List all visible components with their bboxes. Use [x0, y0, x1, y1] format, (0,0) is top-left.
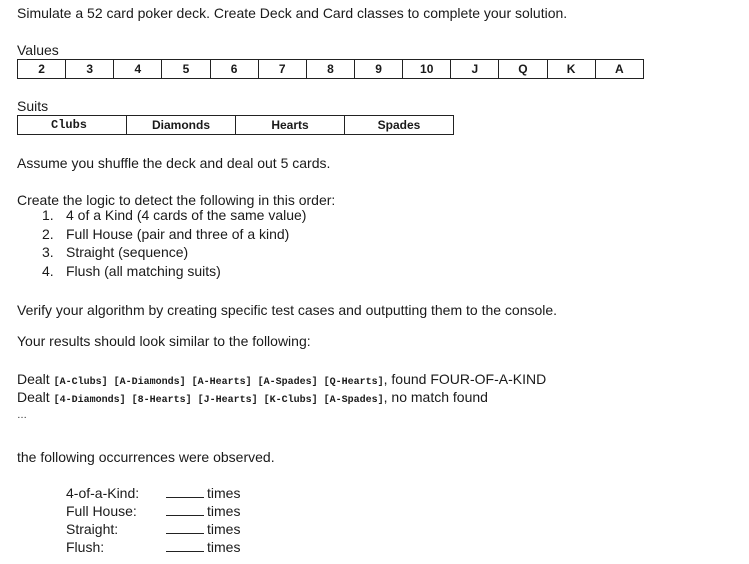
value-cell: 4 — [114, 60, 162, 79]
verify-text: Verify your algorithm by creating specific test cases and outputting them to the console. — [17, 302, 558, 318]
suit-cell: Hearts — [236, 116, 345, 135]
logic-title: Create the logic to detect the following in this order: — [17, 192, 336, 208]
logic-item: 1. 4 of a Kind (4 cards of the same value) — [42, 207, 307, 223]
logic-item: 3. Straight (sequence) — [42, 244, 189, 260]
results-intro: Your results should look similar to the following: — [17, 333, 311, 349]
values-title: Values — [17, 42, 59, 58]
ellipsis: … — [17, 410, 27, 421]
occurrence-row: 4-of-a-Kind: times — [66, 485, 241, 501]
deal-line: Dealt [A-Clubs] [A-Diamonds] [A-Hearts] [A-Spades] [Q-Hearts], found FOUR-OF-A-KIND — [17, 371, 547, 388]
blank-line — [166, 485, 204, 498]
occurrence-row: Straight: times — [66, 521, 241, 537]
suits-table — [17, 115, 454, 135]
occurrences-title: the following occurrences were observed. — [17, 449, 275, 465]
assume-text: Assume you shuffle the deck and deal out 5 cards. — [17, 155, 331, 171]
suit-cell: Spades — [345, 116, 454, 135]
value-cell: K — [547, 60, 595, 79]
value-cell: 7 — [258, 60, 306, 79]
value-cell: 10 — [403, 60, 451, 79]
logic-list — [17, 206, 306, 280]
logic-item: 4. Flush (all matching suits) — [42, 262, 221, 279]
blank-line — [166, 503, 204, 516]
deal-line: Dealt [4-Diamonds] [8-Hearts] [J-Hearts] [K-Clubs] [A-Spades], no match found — [17, 389, 488, 406]
occurrence-row: Flush: times — [66, 539, 241, 555]
suit-cell: Clubs — [18, 116, 127, 135]
suits-title: Suits — [17, 98, 49, 114]
occurrence-row: Full House: times — [66, 503, 241, 519]
value-cell: Q — [499, 60, 547, 79]
suit-cell: Diamonds — [127, 116, 236, 135]
value-cell: 2 — [18, 60, 66, 79]
intro-text: Simulate a 52 card poker deck. Create Deck and Card classes to complete your solution. — [17, 5, 568, 21]
value-cell: 8 — [306, 60, 354, 79]
blank-line — [166, 521, 204, 534]
values-table — [17, 59, 644, 79]
value-cell: 5 — [162, 60, 210, 79]
value-cell: 3 — [66, 60, 114, 79]
value-cell: 6 — [210, 60, 258, 79]
logic-item: 2. Full House (pair and three of a kind) — [42, 225, 290, 242]
blank-line — [166, 539, 204, 552]
value-cell: A — [595, 60, 643, 79]
value-cell: J — [451, 60, 499, 79]
value-cell: 9 — [354, 60, 402, 79]
